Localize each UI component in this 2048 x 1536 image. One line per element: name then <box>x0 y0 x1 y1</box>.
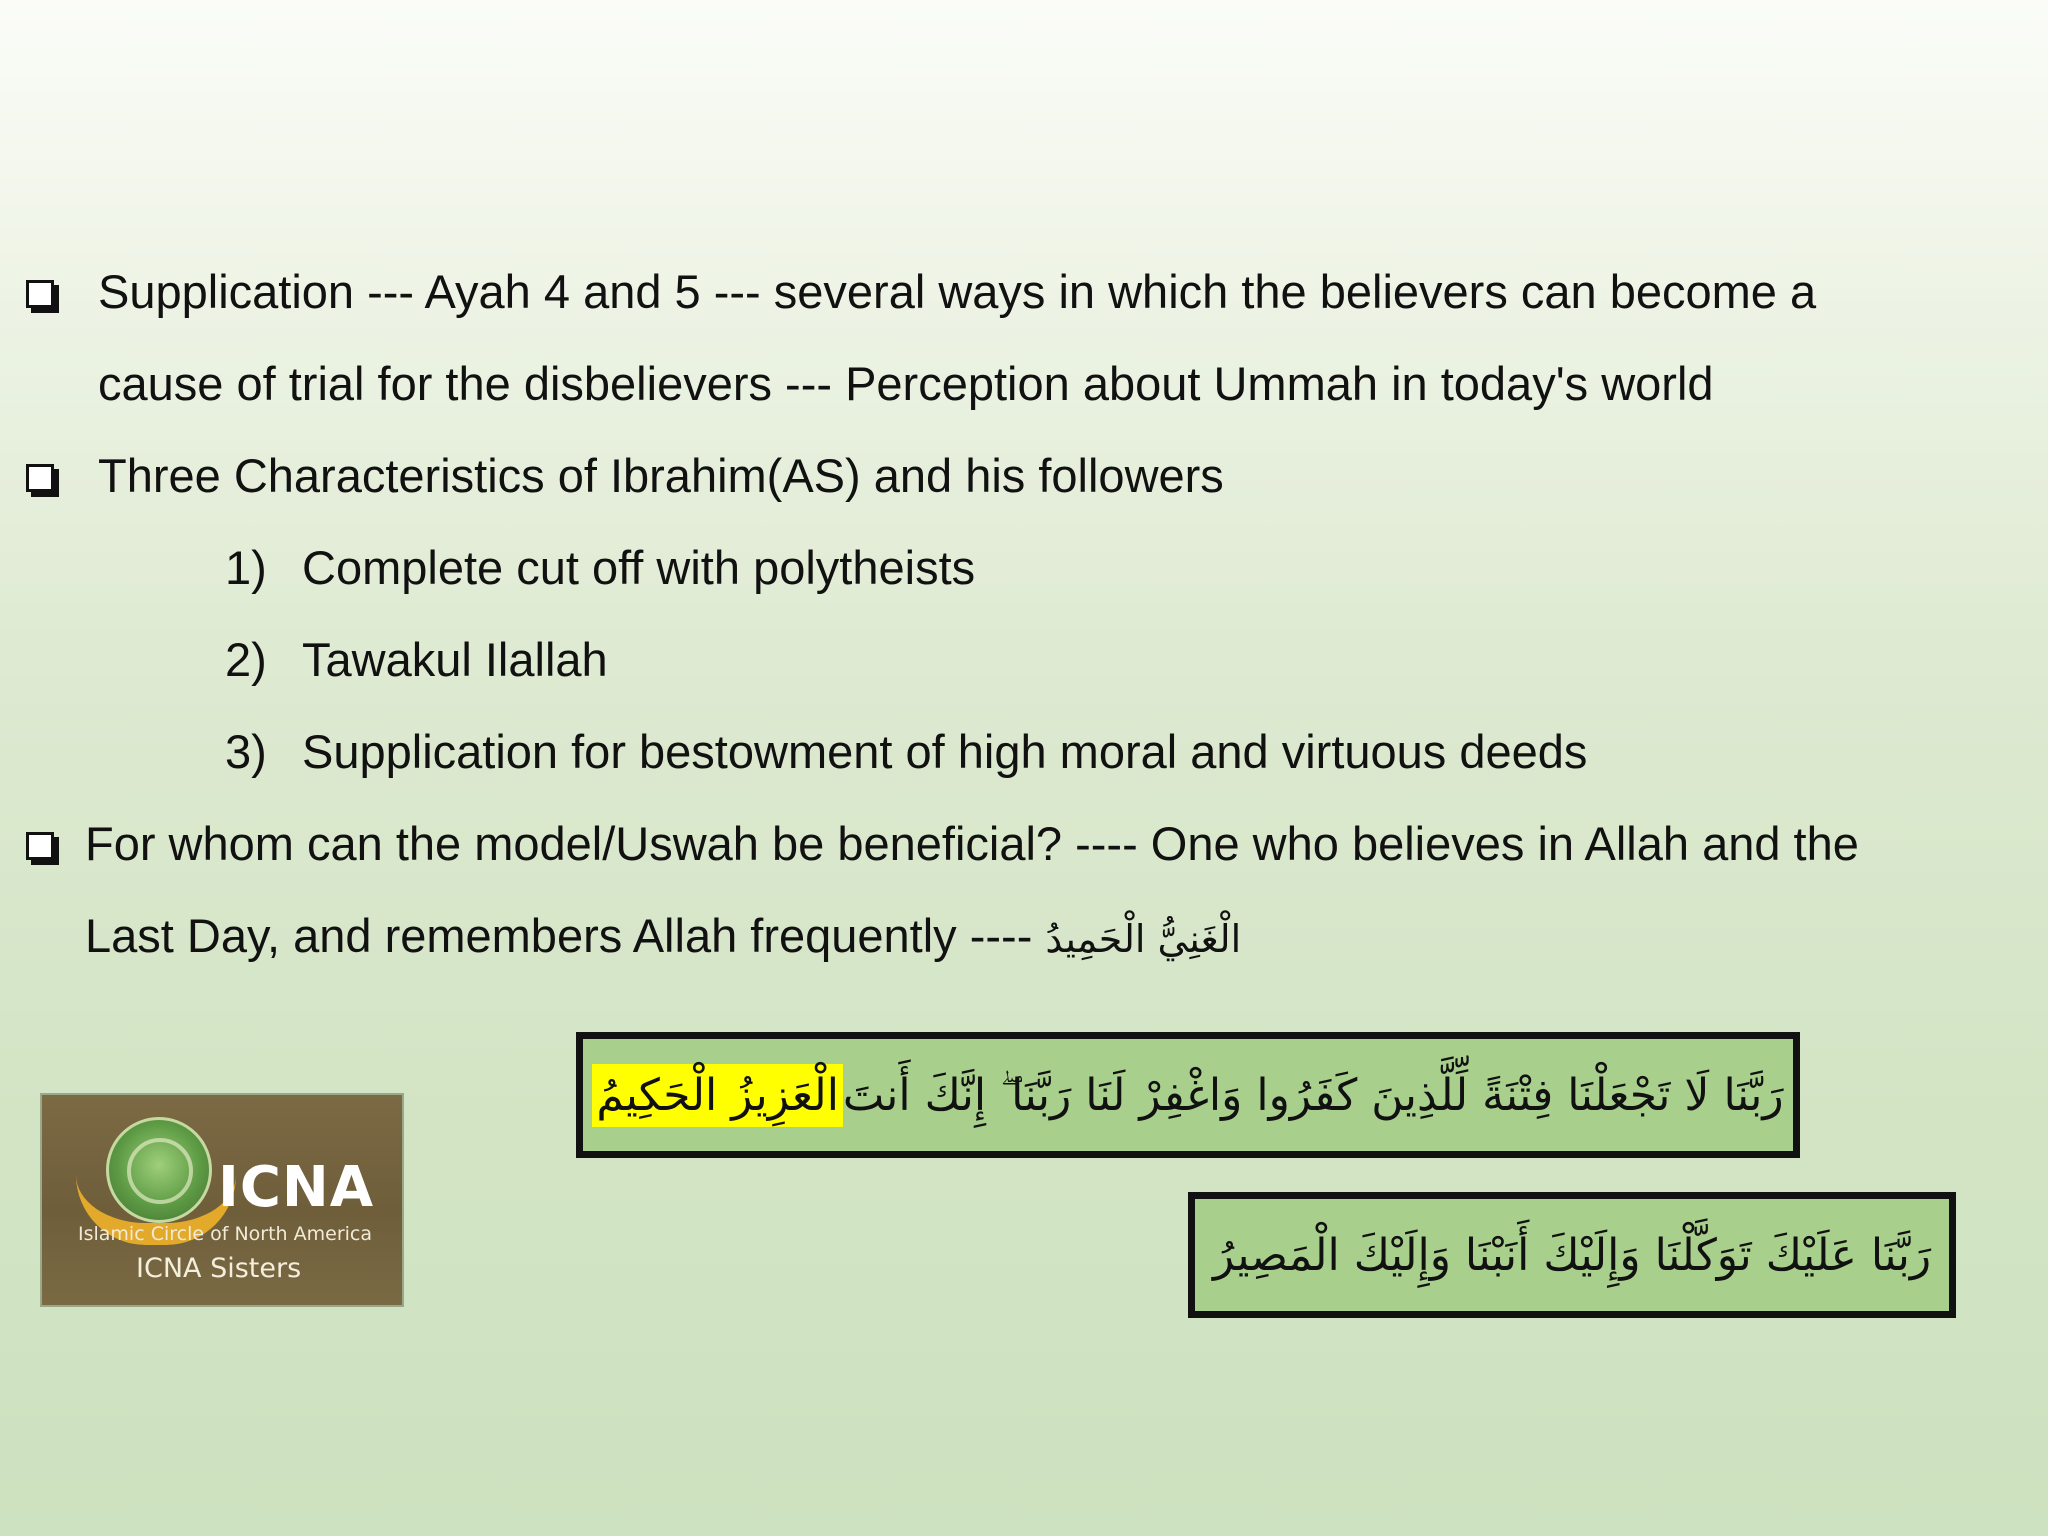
logo-caption: ICNA Sisters <box>136 1253 302 1284</box>
ayah-first-highlight: الْعَزِيزُ الْحَكِيمُ <box>592 1064 843 1127</box>
bullet-checkbox-1 <box>26 280 54 308</box>
logo-name: ICNA <box>218 1155 375 1220</box>
bullet-1-line-2: cause of trial for the disbelievers --- Perception about Ummah in today's world <box>98 357 1714 410</box>
ayah-first-text: رَبَّنَا لَا تَجْعَلْنَا فِتْنَةً لِّلَّذِينَ كَفَرُوا وَاغْفِرْ لَنَا رَبَّنَا ۖ إِنَّكَ أَنتَ <box>843 1066 1784 1125</box>
characteristic-1-number: 1) <box>225 541 267 594</box>
characteristic-2-text: Tawakul Ilallah <box>302 633 608 686</box>
arabic-phrase-al-ghaniyy-al-hamid: الْغَنِيُّ الْحَمِيدُ <box>1045 917 1242 961</box>
ayah-box-first <box>576 1032 1800 1158</box>
bullet-1-line-1: Supplication --- Ayah 4 and 5 --- several ways in which the believers can become a <box>98 265 1817 318</box>
bullet-3-line-1: For whom can the model/Uswah be beneficial? ---- One who believes in Allah and the <box>85 817 1859 870</box>
characteristic-3-number: 3) <box>225 725 267 778</box>
bullet-2-line-1: Three Characteristics of Ibrahim(AS) and his followers <box>98 449 1224 502</box>
characteristic-3-text: Supplication for bestowment of high moral and virtuous deeds <box>302 725 1588 778</box>
ayah-box-second <box>1188 1192 1956 1318</box>
bullet-checkbox-3 <box>26 832 54 860</box>
characteristic-2-number: 2) <box>225 633 267 686</box>
ayah-second-text: رَبَّنَا عَلَيْكَ تَوَكَّلْنَا وَإِلَيْكَ أَنَبْنَا وَإِلَيْكَ الْمَصِيرُ <box>1212 1229 1932 1281</box>
bullet-3-line-2 <box>85 906 1241 969</box>
bullet-3-line-2-text: Last Day, and remembers Allah frequently ---- <box>85 909 1033 962</box>
logo-calligraphy-emblem-icon <box>106 1117 212 1223</box>
icna-logo <box>42 1095 402 1305</box>
characteristic-1-text: Complete cut off with polytheists <box>302 541 976 594</box>
bullet-checkbox-2 <box>26 464 54 492</box>
logo-subtitle: Islamic Circle of North America <box>78 1223 372 1245</box>
